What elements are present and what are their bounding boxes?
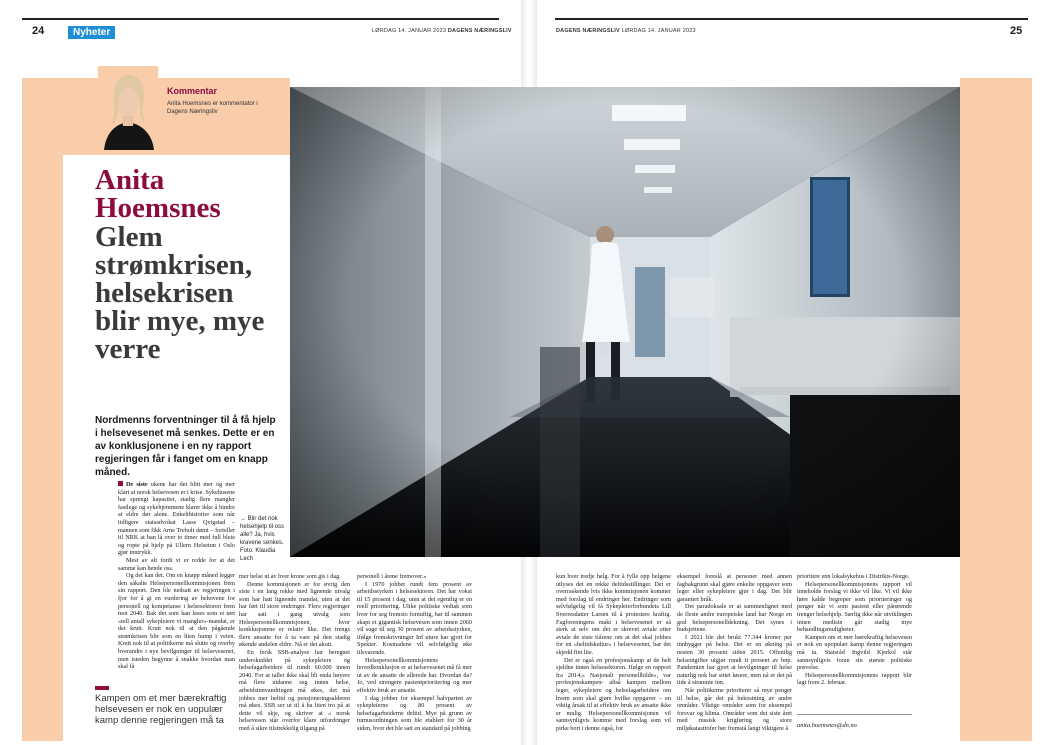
body-column-1: [118, 481, 235, 673]
paragraph: kun hver tredje helg. For å fylle opp helgene utlyses det en rekke deltidsstillinger. Det er overraskende lvis ikke kommisjonen kommer med forslag til endringer her. Endringer som selvfølgelig vil få Sykepleierforbundets Lill Sverresdatter Larsen til å protestere kraftig. Fagforeningens makt i helsevesenet er så sterk at selv om det er skrevet avtale etter avtale de siste tiårene om at det skal jobbes for en «heltidskultur» i helsevesenet, har det skjedd fint lite.: [556, 573, 671, 656]
body-column-5: [677, 573, 792, 741]
paragraph: I 2021 ble det brukt 77.344 kroner per innbygger på helse. Det er en økning på nesten 30 prosent siden 2015. Offentlig helseutgifter utgjør rundt ti prosent av bnp. Pandemien har gjort at bevilgninger til helse naturlig nok har sittet løsere, men nå er det på tide å stramme inn.: [677, 633, 792, 687]
article-start-bullet: [118, 481, 123, 486]
color-band-right: [960, 78, 1032, 741]
headline-title: Glem strømkrisen, helsekrisen blir mye, mye verre: [95, 221, 265, 365]
header-rule-left: [22, 18, 499, 20]
signature-separator: [797, 714, 912, 715]
author-portrait: [98, 66, 158, 150]
paragraph: eksempel foreslå at personer med annen fagbakgrunn skal gjøre enkelte oppgaver som leger eller sykepleiere gjør i dag. Det blir garantert bråk.: [677, 573, 792, 603]
author-description: Anita Hoemsnes er kommentator i Dagens Næringsliv: [167, 101, 258, 115]
pull-quote: Kampen om et mer bærekraftig helsevesen er nok en uopulær kamp denne regjeringen må ta: [95, 693, 227, 726]
page-number-right: 25: [1010, 25, 1023, 37]
body-column-6: [797, 573, 912, 709]
paragraph: Det er også en profesjonskamp at de helt sjeldne innen helsesektoren. Ifølge en rapport fra 2014,« Nasjonalt personellbilde», var profesjonskampen- altså kampen mellom leger, sykepleiere og helsefagarbeidere om hvem som skal gjøre hvilke oppgaver – en viktig årsak til at effektiv bruk av ansatte ikke er mulig. Helsepersonellkommisjonen vil sannsynligvis komme med forslag som vil pirke bort i denne også, for: [556, 656, 671, 732]
paragraph: Mest av alt fordi vi er redde for at det samme kan hende oss.: [118, 556, 235, 572]
hospital-corridor-photo: [290, 87, 960, 557]
paragraph: prioritere enn lokalsykehus i Distrikts-Norge.: [797, 573, 910, 580]
date-line-right: LØRDAG 14. JANUAR 2023: [621, 28, 696, 34]
paragraph: Helsepersonellkommisjonens rapport blir lagt frem 2. februar.: [797, 671, 912, 687]
header-dateline-right: [556, 28, 696, 34]
date-line-left: LØRDAG 14. JANUAR 2023: [372, 28, 447, 34]
paragraph: Når politikerne prioriterer så mye penger til helse, går det på bekostning av andre områder. Viktige områder som for eksempel forsvar og klima. Områder som det siste året med russisk krigføring og store miljøkatastrofer bør fremstå langt viktigere å: [677, 686, 792, 732]
pull-quote-bar: [95, 686, 109, 690]
publication-right: DAGENS NÆRINGSLIV: [556, 28, 620, 34]
author-label: Kommentar: [167, 86, 218, 96]
paragraph: personell i årene fremover.»: [357, 573, 427, 580]
paragraph: Det paradoksale er at sammenlignet med de fleste andre europeiske land har Norge en god helsepersonelldekning. Det synes i budsjettene.: [677, 603, 792, 634]
author-email: anita.hoemsnes@dn.no: [797, 722, 857, 729]
body-column-4: [556, 573, 671, 741]
page-number-left: 24: [32, 25, 45, 37]
paragraph: mer helse ut av hver krone som gis i dag.: [239, 573, 341, 580]
body-column-3: [357, 573, 472, 741]
publication-left: DAGENS NÆRINGSLIV: [447, 28, 512, 34]
section-badge: Nyheter: [68, 26, 115, 39]
header-dateline-left: [372, 28, 512, 34]
paragraph: Helsepersonellkommisjonens hovedkonklusjon er at helsevesenet må få mer ut av de ansatte de allerede har. Hvordan da? Jo, ved strengere pasientprioritering og mer effektiv bruk av ansatte.: [357, 656, 472, 694]
paragraph: Helsepersonellkommisjonens rapport vil inneholde forslag vi ikke vil like. Vi vil ikke høre kalde begreper som prioriteringer og penger når vi som pasient eller pårørende trenger helsehjelp. Særlig ikke når utviklingen innen medisin går stadig mye behandlingsmuligheter.: [797, 580, 912, 634]
lead-words: De siste: [126, 481, 148, 488]
paragraph: I 1970 jobbet rundt fem prosent av arbeidsstyrken i helsesektoren. Det har vokst til 15 prosent i dag, uten at det egentlig er en reell prioritering. Ulike politiske vedtak som hver for seg fremsto fornuftig, har til sammen skapt et gigantisk helsevesen som innen 2060 vil suge til seg 30 prosent av arbeidsstyrken, ifølge fremskrivninger Inf uture har gjort for Spekter. Kostnadene vil selvfølgelig øke tilsvarende.: [357, 580, 472, 656]
headline-name-line1: Anita: [95, 164, 165, 196]
paragraph: Kampen om et mer bærekraftig helsevesen er nok en upopulær kamp denne regjeringen må ta. Statsråd Ingvild Kjerkol står sannsynligvis foran sin største politiske prøvelse.: [797, 633, 912, 672]
paragraph: ukene har det blitt mer og mer klart at norsk helsevesen er i krise. Sykehusene har sprengt kapasitet, stadig flere mangler fastlege og sykehjemmene klarer ikke å hindre at eldre dør alene. Enkelthistorier som når tidligere statsadvokat Lasse Qvigstad – mannen som fikk Arne Treholt dømt – forteller til NRK at han lå over to timer med full bleie og ropte på hjelp på Ullern Helsetun i Oslo gjør inntrykk.: [118, 481, 235, 557]
paragraph: Denne kommisjonen er for øvrig den siste i en lang rekke med lignende utvalg som har hatt lignende mandat, uten at det har ført til store endringer. Flere regjeringer har satt i gang utvalg som Helsepersonellkommisjonen, hvor konklusjonene er relativ like. Det trengs flere ansatte for å ta vare på den stadig økende andelen eldre. Nå er det akutt.: [239, 580, 350, 649]
paragraph: I dag jobber for eksempel halvparten av sykepleierne og 80 prosent av helsefagarbeiderne deltid. Mye på grunn av turnusordningen som ble etablert for 30 år siden, hvor det ble satt en standard på jobbing: [357, 694, 472, 732]
headline-name-line2: Hoemsnes: [95, 192, 221, 224]
photo-caption: → Blir det nok helsehjelp til oss alle? Ja, hvis kravene senkes. Foto: Klaudia Lech: [240, 516, 285, 562]
header-rule-right: [555, 18, 1028, 20]
body-column-2: [239, 573, 350, 741]
paragraph: Og det kan det. Om en knapp måned legger den såkalte Helsepersonellkommisjonen frem sin rapport. Den ble nedsatt av regjeringen i fjor for å gi en vurdering av behovene for personell og kompetanse i helsesektoren frem mot 2040. Bak det som kan leses som et tørt «tell antall sykepleiere vi mangler»-mandat, er det krutt. Krutt nok til at den pågående strømkrisen blir som en liten hump i veien. Krutt nok til at politikerne må slutte og overby hverandre i nye bevilgninger til helsevesenet, men isteden begynne å snakke hvordan man skal få: [118, 572, 235, 671]
paragraph: En fersk SSB-analyse har beregnet underskuddet på sykepleiere og helsefagarbeidere til rundt 60.000 innen 2040. For at tallet ikke skal bli enda høyere må flere utdanne seg innen helse, arbeidsinnvandringen må økes, det må jobbes mer heltid og pensjoneringsalderen må økes. SSB ser ut til å ha liten tro på at dette vil skje, og skriver at « norsk helsevesen står overfor klare utfordringer med å sikre tilstrekkelig tilgang på: [239, 648, 350, 732]
headline-author-name: [95, 166, 221, 222]
ingress: Nordmenns forventninger til å få hjelp i helsevesenet må senkes. Dette er en av konklusjonene i en ny rapport regjeringen får i fanget om en knapp måned.: [95, 415, 276, 478]
